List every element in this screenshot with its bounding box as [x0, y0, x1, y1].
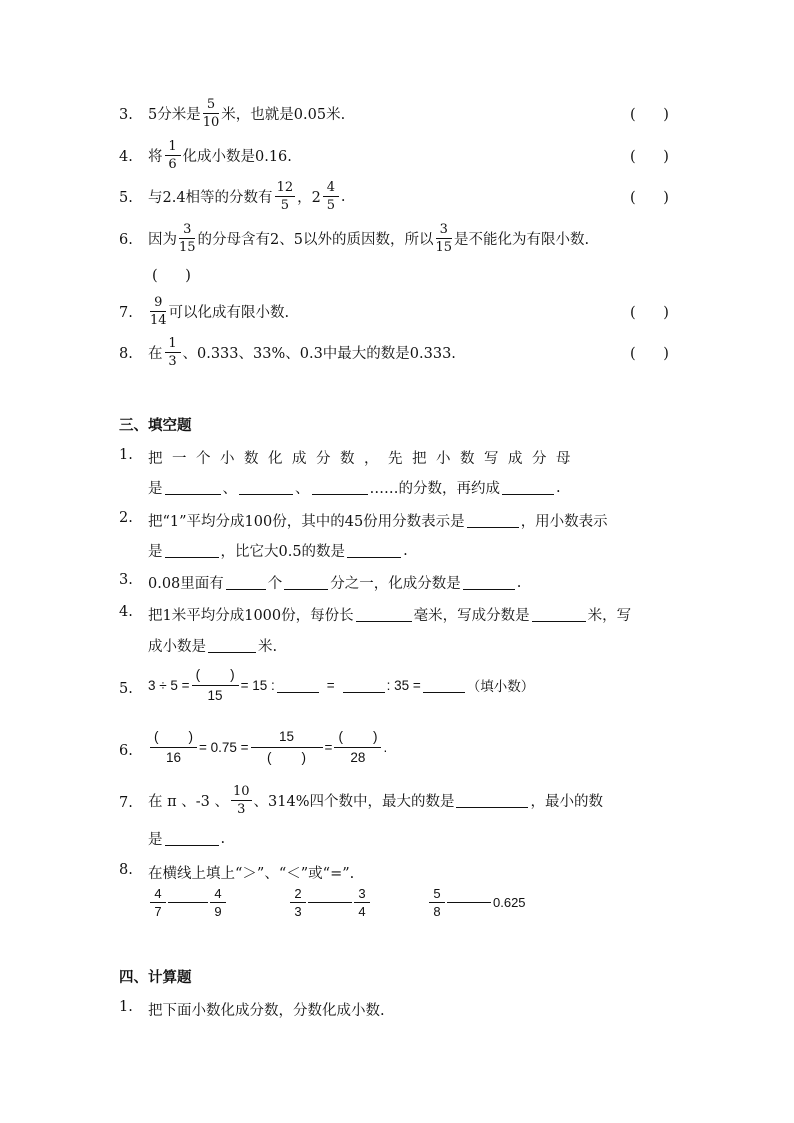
item-text: 5分米是: [148, 107, 201, 123]
fraction: $\frac{3}{15}$: [179, 222, 196, 255]
fraction: $\frac{2}{3}$: [290, 887, 306, 918]
equation-text: : 35 =: [386, 677, 421, 693]
item-number: 3.: [119, 107, 133, 123]
fraction: ( ) 16: [150, 730, 197, 764]
item-number: 1.: [119, 447, 133, 463]
item-text: 的分母含有2、5以外的质因数，所以: [197, 232, 434, 248]
item-text: 、: [295, 481, 310, 497]
fraction: ( ) 28: [334, 730, 381, 764]
answer-blank[interactable]: [423, 678, 465, 693]
item-text: 、0.333、33%、0.3中最大的数是0.333.: [182, 346, 456, 362]
judge-item-4: [0, 140, 794, 174]
answer-blank[interactable]: [277, 678, 319, 693]
fraction: $\frac{5}{8}$: [429, 887, 445, 918]
item-text: 可以化成有限小数.: [168, 305, 290, 321]
answer-blank[interactable]: [239, 480, 293, 495]
item-text: 、: [222, 481, 237, 497]
judge-item-6: [0, 223, 794, 283]
judge-item-5: [0, 181, 794, 215]
item-text: 是: [148, 481, 163, 497]
item-text: 米.: [258, 639, 278, 655]
fraction: $\frac{4}{9}$: [210, 887, 226, 918]
fill-item-1: [0, 445, 794, 505]
item-number: 8.: [119, 862, 133, 878]
item-text: .: [556, 479, 561, 496]
compare-pair-1: [148, 887, 228, 918]
answer-blank[interactable]: [312, 480, 368, 495]
item-text: .: [220, 830, 226, 847]
answer-parens[interactable]: ( ): [630, 346, 669, 362]
answer-blank[interactable]: [467, 513, 519, 528]
item-text: .: [403, 542, 408, 559]
answer-parens[interactable]: ( ): [630, 190, 669, 206]
decimal-value: 0.625: [493, 895, 526, 910]
item-text: 与2.4相等的分数有: [148, 190, 273, 206]
equation-text: .: [383, 739, 388, 755]
item-text: .: [340, 188, 346, 205]
fill-item-7: [0, 785, 794, 849]
fraction: $\frac{3}{4}$: [354, 887, 370, 918]
compare-blank[interactable]: [168, 902, 208, 903]
section-title-fill-in: 三、填空题: [119, 418, 192, 434]
item-text: 把下面小数化成分数，分数化成小数.: [148, 1003, 385, 1019]
item-number: 6.: [119, 743, 133, 759]
equation-text: （填小数）: [466, 679, 535, 695]
judge-item-8: [0, 337, 794, 371]
item-text: 是不能化为有限小数.: [454, 232, 590, 248]
answer-blank[interactable]: [226, 575, 266, 590]
item-number: 8.: [119, 346, 133, 362]
item-text: ，最小的数: [530, 794, 603, 810]
item-number: 4.: [119, 604, 133, 620]
compare-pair-3: [427, 887, 526, 918]
item-text: 成小数是: [148, 639, 206, 655]
fraction: $\frac{12}{5}$: [276, 180, 294, 213]
compare-pair-2: [288, 887, 372, 918]
equation-text: = 15 :: [240, 677, 275, 693]
answer-blank[interactable]: [356, 607, 412, 622]
item-text: 是: [148, 544, 163, 560]
answer-parens[interactable]: ( ): [152, 268, 191, 284]
answer-blank[interactable]: [502, 480, 554, 495]
fraction: $\frac{5}{10}$: [202, 97, 220, 130]
equation-text: =: [324, 739, 333, 755]
item-text: 在横线上填上“＞”、“＜”或“=”.: [148, 866, 355, 882]
item-number: 1.: [119, 999, 133, 1015]
fill-item-3: [0, 570, 794, 604]
item-text: ，比它大0.5的数是: [220, 544, 346, 560]
answer-blank[interactable]: [463, 575, 515, 590]
item-text: 0.08里面有: [148, 576, 224, 592]
item-number: 6.: [119, 232, 133, 248]
item-text: 把1米平均分成1000份，每份长: [148, 608, 354, 624]
item-text: 因为: [148, 232, 177, 248]
fill-item-2: [0, 508, 794, 568]
fraction: $\frac{4}{7}$: [150, 887, 166, 918]
compare-blank[interactable]: [447, 902, 491, 903]
answer-parens[interactable]: ( ): [630, 305, 669, 321]
answer-blank[interactable]: [456, 793, 528, 808]
fill-item-4: [0, 602, 794, 662]
item-text: 把“1”平均分成100份，其中的45份用分数表示是: [148, 514, 465, 530]
item-text: 米，也就是0.05米.: [221, 107, 346, 123]
equation-text: = 0.75 =: [199, 739, 249, 755]
item-number: 2.: [119, 510, 133, 526]
item-text: 米，写: [587, 608, 632, 624]
item-number: 4.: [119, 149, 133, 165]
item-number: 5.: [119, 681, 133, 697]
answer-parens[interactable]: ( ): [630, 149, 669, 165]
fill-item-6: [0, 730, 794, 774]
item-number: 7.: [119, 795, 133, 811]
fraction: $\frac{1}{6}$: [165, 140, 181, 171]
answer-blank[interactable]: [347, 543, 401, 558]
fraction: ( ) 15: [192, 668, 239, 702]
answer-blank[interactable]: [284, 575, 328, 590]
item-text: .: [516, 574, 522, 591]
fill-item-5: [0, 668, 794, 712]
compare-blank[interactable]: [308, 902, 352, 903]
item-number: 5.: [119, 190, 133, 206]
answer-blank[interactable]: [532, 607, 586, 622]
answer-parens[interactable]: ( ): [630, 107, 669, 123]
item-text: ，用小数表示: [520, 514, 608, 530]
answer-blank[interactable]: [208, 638, 256, 653]
answer-blank[interactable]: [165, 543, 219, 558]
item-text: 把一个小数化成分数，先把小数写成分母: [148, 451, 580, 467]
answer-blank[interactable]: [165, 831, 219, 846]
fraction: $\frac{1}{3}$: [165, 337, 181, 368]
item-text: 在: [148, 346, 163, 362]
item-number: 3.: [119, 572, 133, 588]
item-text: ……的分数，再约成: [369, 481, 500, 497]
item-text: 是: [148, 832, 163, 848]
item-number: 7.: [119, 305, 133, 321]
item-text: 将: [148, 149, 163, 165]
judge-item-3: [0, 98, 794, 132]
fraction: $\frac{10}{3}$: [232, 784, 250, 817]
item-text: 化成小数是0.16.: [182, 149, 292, 165]
fraction: $\frac{9}{14}$: [150, 295, 167, 328]
fraction: 15 ( ): [251, 730, 323, 764]
item-text: 分之一，化成分数是: [330, 576, 461, 592]
item-text: 个: [267, 576, 283, 592]
item-text: 毫米，写成分数是: [413, 608, 530, 624]
fill-item-8: [0, 860, 794, 930]
answer-blank[interactable]: [343, 678, 385, 693]
fraction: $\frac{3}{15}$: [435, 222, 453, 255]
calc-item-1: [0, 997, 794, 1031]
section-title-calculation: 四、计算题: [119, 970, 192, 986]
fraction: $\frac{4}{5}$: [323, 181, 339, 212]
answer-blank[interactable]: [165, 480, 221, 495]
item-text: 、314%四个数中，最大的数是: [253, 794, 455, 810]
item-text: 在 π 、-3 、: [148, 794, 229, 810]
judge-item-7: [0, 296, 794, 330]
equation-text: =: [326, 677, 335, 693]
equation-text: 3 ÷ 5 =: [148, 677, 190, 693]
item-text: ，2: [297, 190, 321, 206]
